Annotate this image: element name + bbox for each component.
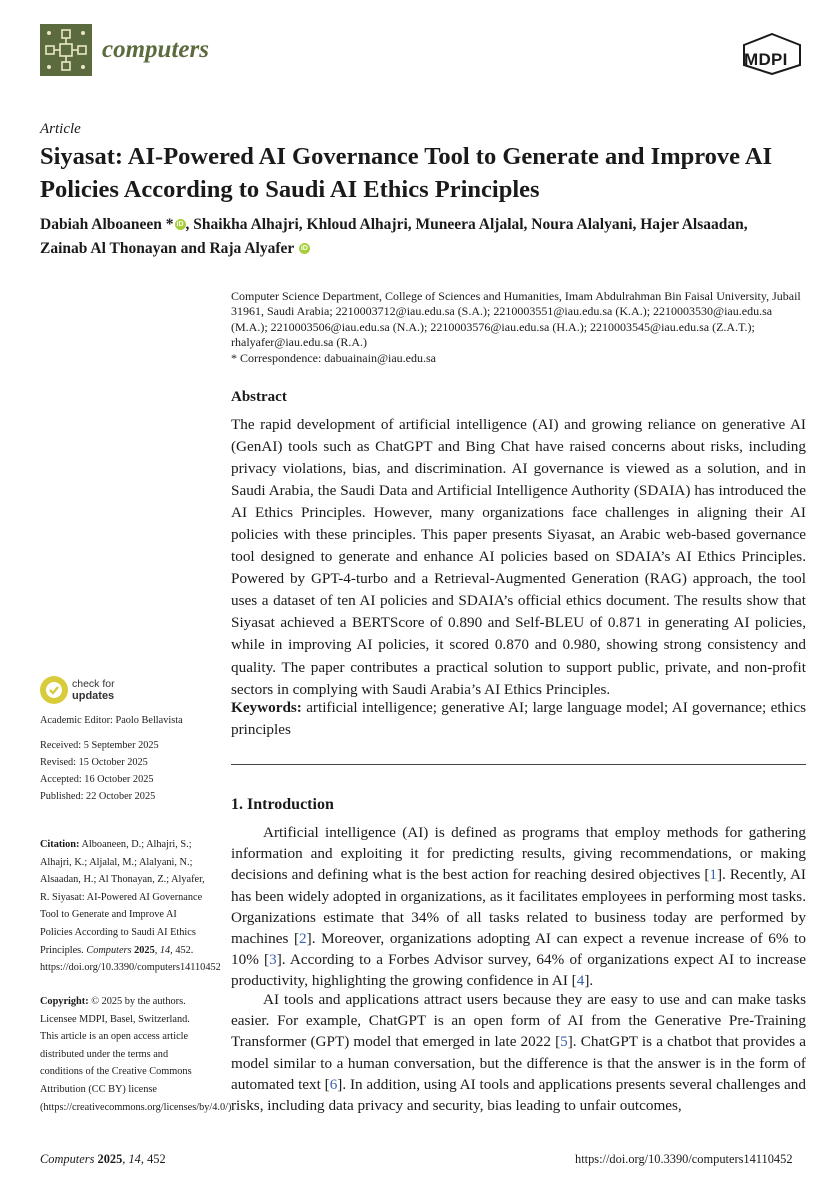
copyright-label: Copyright: [40,996,89,1007]
reference-link[interactable]: 5 [560,1033,568,1051]
reference-link[interactable]: 6 [329,1075,338,1093]
article-type: Article [40,121,81,137]
footer-year: 2025 [97,1152,123,1166]
keywords-label: Keywords: [231,699,302,716]
revised-date: Revised: 15 October 2025 [40,757,148,768]
paragraph-text: ]. Recently, AI has been widely adopted in organizations, as it facilitates employees in performing most tasks. Organizations estimate that 34% of all tasks related to business today are performed by machines [ [231,866,806,948]
author-name[interactable]: Dabiah Alboaneen * [40,216,174,233]
abstract-heading: Abstract [231,389,287,405]
published-date: Published: 22 October 2025 [40,791,156,802]
footer-doi-link[interactable]: https://doi.org/10.3390/computers14110452 [575,1152,793,1166]
publisher-name: MDPI [744,50,788,69]
journal-logo [40,24,92,76]
author-names: , Shaikha Alhajri, Khloud Alhajri, Muneera Aljalal, Noura Alalyani, Hajer Alsaadan, [185,216,748,233]
check-updates-label-bold[interactable]: updates [72,690,115,702]
citation-year: 2025 [134,944,155,956]
paragraph-text: Artificial intelligence (AI) is defined as programs that employ methods for gathering information and exploiting it for predicting results, giving recommendations, or making decisions and defining what is the best action for reaching desired objectives [ [231,824,806,884]
citation-label: Citation: [40,839,80,850]
reference-link[interactable]: 1 [709,866,717,884]
paragraph-text: ]. ChatGPT is a chatbot that provides a model similar to a human conversation, but the difference is that the answer is in the form of automated text [ [231,1033,806,1093]
paragraph-text: ]. [584,972,594,990]
keywords [231,697,806,741]
correspondence: * Correspondence: dabuainain@iau.edu.sa [231,351,436,365]
citation-journal: Computers [86,944,132,956]
check-updates-label[interactable]: check for [72,678,115,690]
copyright-block [40,993,234,1116]
check-updates-icon[interactable] [40,676,68,704]
citation-volume: 14 [159,944,171,956]
accepted-date: Accepted: 16 October 2025 [40,774,154,785]
paragraph [231,822,806,992]
reference-link[interactable]: 4 [576,972,585,990]
section-divider [231,764,806,765]
paragraph-text: ]. In addition, using AI tools and applications presents several challenges and risks, including data privacy and security, bias leading to unfair outcomes, [231,1075,806,1115]
keywords-list: artificial intelligence; generative AI; large language model; AI governance; ethics principles [231,699,807,738]
affiliation: Computer Science Department, College of Sciences and Humanities, Imam Abdulrahman Bin Faisal University, Jubail 31961, Saudi Arabia; 2210003712@iau.edu.sa (S.A.); 2210003551@iau.edu.sa (K.A.); 2210003530@iau.edu.sa (M.A.); 2210003506@iau.edu.sa (N.A.); 2210003576@iau.edu.sa (H.A.); 2210003545@iau.edu.sa (Z.A.T.); rhalyafer@iau.edu.sa (R.A.) [231,289,801,350]
received-date: Received: 5 September 2025 [40,740,159,751]
abstract-text: The rapid development of artificial intelligence (AI) and growing reliance on generative AI (GenAI) tools such as ChatGPT and Bing Chat have raised concerns about risks, including privacy violations, bias, and discrimination. AI governance is viewed as a solution, and in Saudi Arabia, the Saudi Data and Artificial Intelligence Authority (SDAIA) has introduced the AI Ethics Principles. However, many organizations face challenges in aligning their AI policies with these principles. This paper presents Siyasat, an Arabic web-based governance tool designed to generate and enhance AI policies based on SDAIA’s AI Ethics Principles. Powered by GPT-4-turbo and a Retrieval-Augmented Generation (RAG) approach, the tool uses a dataset of ten AI policies and SDAIA’s official ethics document. The results show that Siyasat achieved a BERTScore of 0.890 and Self-BLEU of 0.871 in generating AI policies, while in improving AI policies, it scored 0.870 and 0.980, showing strong consistency and quality. The paper contributes a practical solution to support public, private, and non-profit sectors in complying with Saudi Arabia’s AI Ethics Principles. [231,416,806,698]
reference-link[interactable]: 3 [269,951,277,969]
paragraph-text: ]. Moreover, organizations adopting AI can expect a revenue increase of 6% to 10% [ [231,930,806,969]
paragraph-text: ]. According to a Forbes Advisor survey, 64% of organizations expect AI to increase productivity, highlighting the growing confidence in AI [ [231,951,806,990]
footer-volume: 14 [128,1152,141,1166]
citation-text: Alboaneen, D.; Alhajri, S.; Alhajri, K.; Aljalal, M.; Alalyani, N.; Alsaadan, H.; Al Thonayan, Z.; Alyafer, R. Siyasat: AI-Powered AI Governance Tool to Generate and Improve AI Policies According to Saudi AI Ethics Principles. [40,839,205,956]
section-heading: 1. Introduction [231,796,334,813]
reference-link[interactable]: 2 [299,930,307,948]
paragraph-text: AI tools and applications attract users because they are easy to use and can make tasks easier. For example, ChatGPT is an open form of AI from the Generative Pre-Training Transformer (GPT) model that emerged in late 2022 [ [231,991,806,1051]
citation-block: Citation: Alboaneen, D.; Alhajri, S.; Alhajri, K.; Aljalal, M.; Alalyani, N.; Alsaadan, H.; Al Thonayan, Z.; Alyafer, R. Siyasat: AI-Powered AI Governance Tool to Generate and Improve AI Policies According to Saudi AI Ethics Principles. Computers 2025, 14, 452. https://doi.org/10.3390/computers14110452 [40,839,221,974]
author-list [40,213,810,261]
footer-citation: Computers 2025, 14, 452 [40,1152,166,1166]
academic-editor: Academic Editor: Paolo Bellavista [40,715,183,726]
footer-article-number: , 452 [140,1152,166,1166]
article-title: Siyasat: AI-Powered AI Governance Tool to Generate and Improve AI Policies According to Saudi AI Ethics Principles [40,143,773,203]
paragraph [231,989,806,1116]
orcid-icon[interactable]: iD [176,221,184,228]
orcid-icon[interactable]: iD [300,245,308,252]
copyright-text: © 2025 by the authors. Licensee MDPI, Basel, Switzerland. This article is an open access article distributed under the terms and conditions of the Creative Commons Attribution (CC BY) license (https://creativecommons.org/licenses/by/4.0/). [40,996,234,1113]
footer-journal: Computers [40,1152,95,1166]
author-names: Zainab Al Thonayan and Raja Alyafer [40,240,294,257]
journal-name: computers [102,36,209,63]
citation-doi[interactable]: , 452. https://doi.org/10.3390/computers14110452 [40,944,221,974]
